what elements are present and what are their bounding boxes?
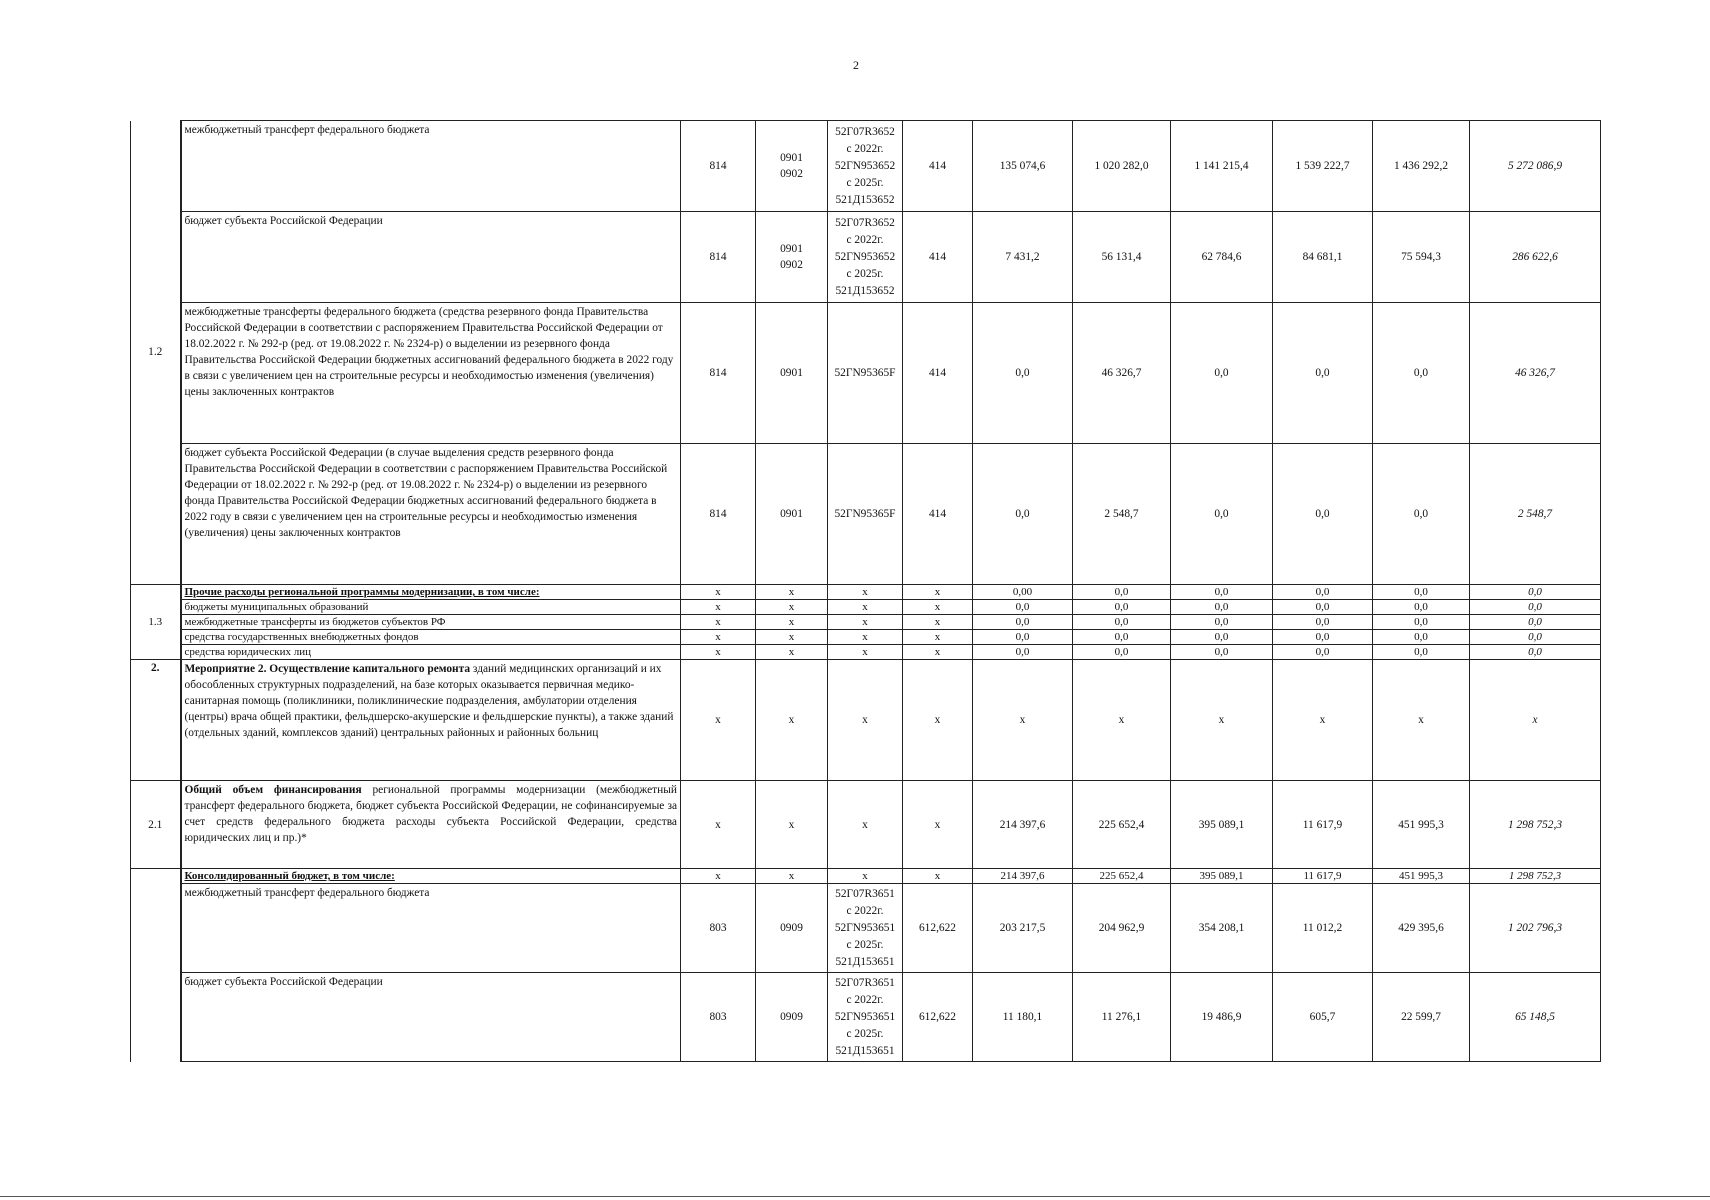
value-cell: 395 089,1 [1171,781,1273,869]
value-cell: 0,0 [1273,645,1373,660]
table-row [131,444,1601,585]
value-cell: 46 326,7 [1073,303,1171,444]
section-cell: 0909 [756,884,828,973]
value-cell: 0,0 [973,444,1073,585]
expense-type-cell: 612,622 [903,973,973,1062]
value-cell: 0,0 [1171,630,1273,645]
table-row [131,630,1601,645]
x-cell: x [1373,660,1470,781]
value-cell: 62 784,6 [1171,212,1273,303]
value-cell: 0,0 [1073,630,1171,645]
table-row [131,600,1601,615]
table-row [131,781,1601,869]
row-description: межбюджетный трансферт федерального бюджета [181,884,681,973]
value-cell: 0,0 [973,303,1073,444]
value-cell: 605,7 [1273,973,1373,1062]
x-cell: x [903,645,973,660]
value-cell: 7 431,2 [973,212,1073,303]
row-number-empty [131,869,181,1062]
row-description: бюджет субъекта Российской Федерации (в случае выделения средств резервного фонда Правительства Российской Федерации в соответствии с распоряжением Правительства Российской Федерации от 18.02.2022 г. № 292-р (ред. от 19.08.2022 г. № 2324-р) о выделении из резервного фонда Правительства Российской Федерации бюджетных ассигнований федерального бюджета в 2022 году в связи с увеличением цен на строительные ресурсы и необходимостью изменения (увеличения) цены заключенных контрактов [181,444,681,585]
section-cell: 0901 0902 [756,212,828,303]
value-cell: 0,0 [1373,615,1470,630]
value-cell: 225 652,4 [1073,781,1171,869]
value-cell: 0,0 [1073,585,1171,600]
value-cell: 0,0 [1073,645,1171,660]
x-cell: x [756,630,828,645]
row-description: средства юридических лиц [181,645,681,660]
target-article-cell: 52Г07R3651 с 2022г. 52ГN953651 с 2025г. 521Д153651 [828,973,903,1062]
x-cell: x [903,615,973,630]
value-cell: 0,0 [1373,645,1470,660]
value-cell: 0,00 [973,585,1073,600]
value-cell: 0,0 [1273,585,1373,600]
value-cell: 0,0 [1373,600,1470,615]
target-article-cell: 52Г07R3652 с 2022г. 52ГN953652 с 2025г. 521Д153652 [828,212,903,303]
value-cell: 214 397,6 [973,869,1073,884]
total-cell: 2 548,7 [1470,444,1601,585]
x-cell: x [756,869,828,884]
value-cell: 19 486,9 [1171,973,1273,1062]
value-cell: 0,0 [1373,303,1470,444]
financing-table [130,120,1601,1062]
expense-type-cell: 414 [903,121,973,212]
grbs-cell: 814 [681,444,756,585]
value-cell: 0,0 [1171,444,1273,585]
total-cell: 0,0 [1470,585,1601,600]
x-cell: x [903,781,973,869]
value-cell: 0,0 [973,645,1073,660]
x-cell: x [681,869,756,884]
section-cell: 0901 0902 [756,121,828,212]
grbs-cell: 814 [681,121,756,212]
x-cell: x [681,630,756,645]
grbs-cell: 814 [681,303,756,444]
x-cell: x [681,585,756,600]
value-cell: 84 681,1 [1273,212,1373,303]
value-cell: 0,0 [1171,615,1273,630]
value-cell: 0,0 [1171,303,1273,444]
table-row [131,303,1601,444]
row-description: межбюджетные трансферты федерального бюджета (средства резервного фонда Правительства Российской Федерации в соответствии с распоряжением Правительства Российской Федерации от 18.02.2022 г. № 292-р (ред. от 19.08.2022 г. № 2324-р) о выделении из резервного фонда Правительства Российской Федерации бюджетных ассигнований федерального бюджета в 2022 году в связи с увеличением цен на строительные ресурсы и необходимостью изменения (увеличения) цены заключенных контрактов [181,303,681,444]
value-cell: 0,0 [1171,600,1273,615]
value-cell: 1 436 292,2 [1373,121,1470,212]
x-cell: x [828,781,903,869]
expense-type-cell: 414 [903,303,973,444]
value-cell: 0,0 [973,630,1073,645]
row-description-text: региональной программы модернизации (межбюджетный трансферт федерального бюджета, бюджет субъекта Российской Федерации, не софинансируемые за счет средств федерального бюджета расходы субъекта Российской Федерации, средства юридических лиц и пр.)* [184,784,678,844]
x-cell: x [756,645,828,660]
value-cell: 0,0 [1273,630,1373,645]
section-cell: 0901 [756,303,828,444]
row-description-text: зданий медицинских организаций и их обособленных структурных подразделений, на базе которых оказывается первичная медико-санитарная помощь (поликлиники, поликлинические подразделения, амбулатории отделения (центры) врача общей практики, фельдшерско-акушерские и фельдшерские пункты), а также зданий (отдельных зданий, комплексов зданий) центральных районных и районных больниц [184,663,674,739]
grbs-cell: 803 [681,973,756,1062]
total-cell: 0,0 [1470,630,1601,645]
x-cell: x [828,869,903,884]
value-cell: 0,0 [1171,585,1273,600]
expense-type-cell: 414 [903,212,973,303]
row-description [181,781,681,869]
x-cell: x [828,585,903,600]
x-cell: x [756,600,828,615]
total-cell: 0,0 [1470,645,1601,660]
value-cell: 214 397,6 [973,781,1073,869]
value-cell: 0,0 [1273,303,1373,444]
x-cell: x [828,600,903,615]
value-cell: 0,0 [1273,600,1373,615]
value-cell: 395 089,1 [1171,869,1273,884]
value-cell: 135 074,6 [973,121,1073,212]
value-cell: 0,0 [973,615,1073,630]
table-row [131,585,1601,600]
row-number: 2.1 [131,781,181,869]
row-description: бюджет субъекта Российской Федерации [181,212,681,303]
value-cell: 204 962,9 [1073,884,1171,973]
value-cell: 354 208,1 [1171,884,1273,973]
x-cell: x [828,615,903,630]
x-cell: x [756,615,828,630]
table-row [131,212,1601,303]
x-cell: x [756,660,828,781]
table-row [131,884,1601,973]
value-cell: 11 180,1 [973,973,1073,1062]
x-cell: x [903,869,973,884]
x-cell: x [756,781,828,869]
table-row [131,615,1601,630]
value-cell: 0,0 [1073,615,1171,630]
target-article-cell: 52Г07R3651 с 2022г. 52ГN953651 с 2025г. 521Д153651 [828,884,903,973]
value-cell: 203 217,5 [973,884,1073,973]
value-cell: 451 995,3 [1373,781,1470,869]
x-cell: x [903,630,973,645]
row-description-bold: Мероприятие 2. Осуществление капитального ремонта [184,663,471,675]
value-cell: 2 548,7 [1073,444,1171,585]
expense-type-cell: 612,622 [903,884,973,973]
table-row [131,121,1601,212]
value-cell: 429 395,6 [1373,884,1470,973]
table-row [131,645,1601,660]
x-cell: x [681,600,756,615]
x-cell: x [681,615,756,630]
section-cell: 0901 [756,444,828,585]
x-cell: x [1073,660,1171,781]
x-cell: x [973,660,1073,781]
row-description-text: Прочие расходы региональной программы модернизации, в том числе: [184,586,540,598]
total-cell: 1 202 796,3 [1470,884,1601,973]
x-cell: x [828,660,903,781]
row-description [181,869,681,884]
target-article-cell: 52ГN95365F [828,303,903,444]
value-cell: 0,0 [1073,600,1171,615]
value-cell: 75 594,3 [1373,212,1470,303]
total-cell: 1 298 752,3 [1470,869,1601,884]
x-cell: x [903,585,973,600]
value-cell: 451 995,3 [1373,869,1470,884]
value-cell: 0,0 [973,600,1073,615]
x-cell: x [903,660,973,781]
total-cell: 1 298 752,3 [1470,781,1601,869]
x-cell: x [903,600,973,615]
value-cell: 1 141 215,4 [1171,121,1273,212]
target-article-cell: 52ГN95365F [828,444,903,585]
value-cell: 1 020 282,0 [1073,121,1171,212]
x-cell: x [756,585,828,600]
value-cell: 1 539 222,7 [1273,121,1373,212]
page-bottom-rule [0,1196,1710,1197]
total-cell: 65 148,5 [1470,973,1601,1062]
row-description-text: Консолидированный бюджет, в том числе: [184,870,395,882]
section-cell: 0909 [756,973,828,1062]
value-cell: 0,0 [1171,645,1273,660]
row-number: 1.2 [131,121,181,585]
target-article-cell: 52Г07R3652 с 2022г. 52ГN953652 с 2025г. 521Д153652 [828,121,903,212]
row-description [181,660,681,781]
value-cell: 56 131,4 [1073,212,1171,303]
value-cell: 22 599,7 [1373,973,1470,1062]
row-description: бюджет субъекта Российской Федерации [181,973,681,1062]
x-cell: x [1273,660,1373,781]
x-cell: x [681,781,756,869]
row-description: средства государственных внебюджетных фондов [181,630,681,645]
x-cell: x [828,630,903,645]
table-row [131,973,1601,1062]
total-cell: 46 326,7 [1470,303,1601,444]
row-description: бюджеты муниципальных образований [181,600,681,615]
value-cell: 0,0 [1373,444,1470,585]
expense-type-cell: 414 [903,444,973,585]
table-row [131,660,1601,781]
row-description: межбюджетные трансферты из бюджетов субъектов РФ [181,615,681,630]
total-cell: 5 272 086,9 [1470,121,1601,212]
page-number: 2 [853,58,859,72]
value-cell: 0,0 [1273,615,1373,630]
row-number: 2. [131,660,181,781]
x-cell: x [681,645,756,660]
x-cell: x [1470,660,1601,781]
row-description-bold: Общий объем финансирования [184,784,362,796]
x-cell: x [681,660,756,781]
value-cell: 225 652,4 [1073,869,1171,884]
grbs-cell: 814 [681,212,756,303]
value-cell: 11 012,2 [1273,884,1373,973]
x-cell: x [1171,660,1273,781]
row-description [181,585,681,600]
total-cell: 0,0 [1470,615,1601,630]
x-cell: x [828,645,903,660]
value-cell: 0,0 [1373,630,1470,645]
row-number: 1.3 [131,585,181,660]
total-cell: 286 622,6 [1470,212,1601,303]
row-description: межбюджетный трансферт федерального бюджета [181,121,681,212]
value-cell: 11 276,1 [1073,973,1171,1062]
table-row [131,869,1601,884]
value-cell: 0,0 [1273,444,1373,585]
value-cell: 0,0 [1373,585,1470,600]
total-cell: 0,0 [1470,600,1601,615]
value-cell: 11 617,9 [1273,781,1373,869]
grbs-cell: 803 [681,884,756,973]
value-cell: 11 617,9 [1273,869,1373,884]
